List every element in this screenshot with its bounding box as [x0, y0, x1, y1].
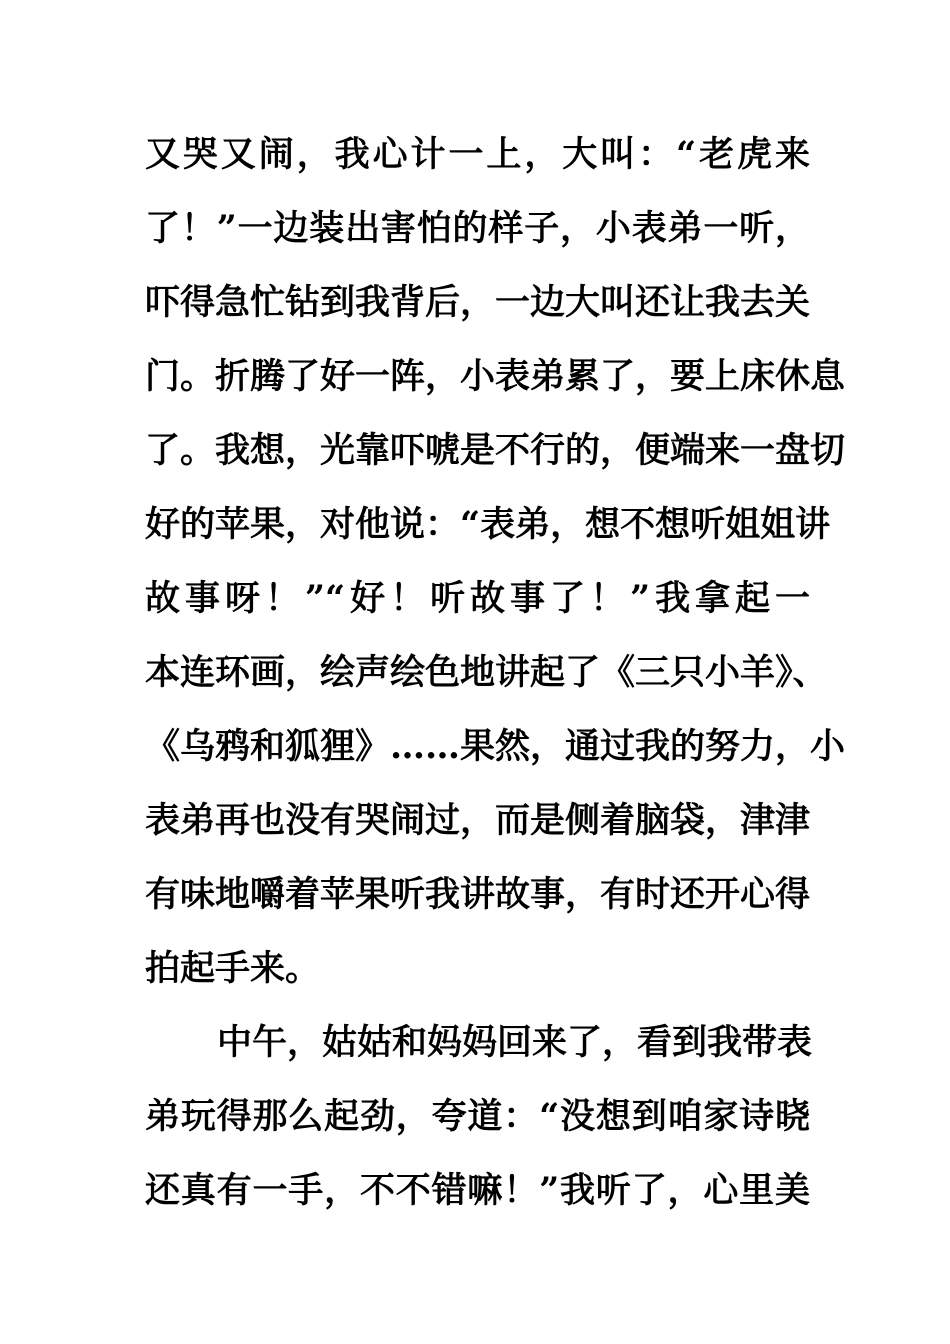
text-line: 门。折腾了好一阵，小表弟累了，要上床休息	[145, 356, 846, 397]
text-line: 故事呀！”“好！听故事了！”我拿起一	[145, 578, 810, 619]
text-line: 弟玩得那么起劲，夸道：“没想到咱家诗晓	[145, 1096, 810, 1137]
paragraph-start-line: 中午，姑姑和妈妈回来了，看到我带表	[217, 1022, 813, 1063]
text-line: 拍起手来。	[145, 948, 321, 989]
body-text	[145, 118, 846, 1228]
text-line: 本连环画，绘声绘色地讲起了《三只小羊》、	[145, 652, 828, 693]
text-line: 表弟再也没有哭闹过，而是侧着脑袋，津津	[145, 800, 811, 841]
text-line: 好的苹果，对他说：“表弟，想不想听姐姐讲	[145, 504, 831, 545]
text-line: 有味地嚼着苹果听我讲故事，有时还开心得	[145, 874, 811, 915]
text-line: 又哭又闹，我心计一上，大叫：“老虎来	[145, 134, 810, 175]
text-line: 了。我想，光靠吓唬是不行的，便端来一盘切	[145, 430, 846, 471]
text-line: 吓得急忙钻到我背后，一边大叫还让我去关	[145, 282, 811, 323]
text-line: 了！”一边装出害怕的样子，小表弟一听，	[145, 208, 810, 249]
text-line: 《乌鸦和狐狸》……果然，通过我的努力，小	[145, 726, 846, 767]
text-line: 还真有一手，不不错嘛！”我听了，心里美	[145, 1170, 810, 1211]
